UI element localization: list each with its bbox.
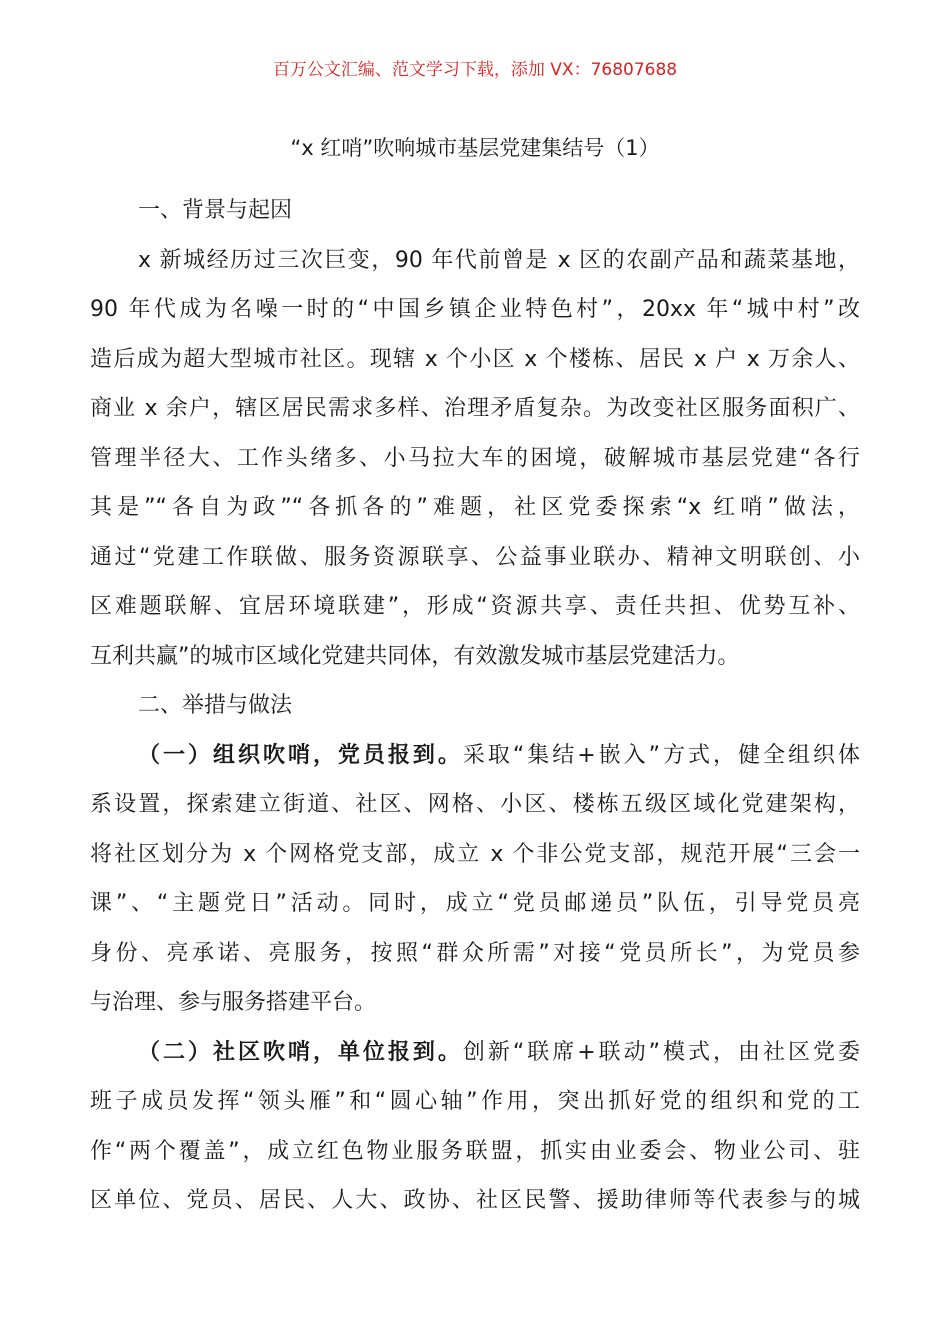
- paragraph-line: 造后成为超大型城市社区。现辖 x 个小区 x 个楼栋、居民 x 户 x 万余人、: [90, 346, 860, 372]
- paragraph-line: [90, 1028, 860, 1078]
- paragraph-text: 创新“联席+联动”模式，由社区党委: [462, 1039, 860, 1065]
- paragraph-line: 系设置，探索建立街道、社区、网格、小区、楼栋五级区域化党建架构，: [90, 792, 860, 817]
- paragraph-line: 互利共赢”的城市区域化党建共同体，有效激发城市基层党建活力。: [90, 643, 740, 669]
- section-heading-background: 一、背景与起因: [138, 198, 293, 223]
- paragraph-line: 区单位、党员、居民、人大、政协、社区民警、援助律师等代表参与的城: [90, 1188, 860, 1213]
- paragraph-organization-whistle: [90, 731, 860, 1028]
- paragraph-line: x 新城经历过三次巨变，90 年代前曾是 x 区的农副产品和蔬菜基地，: [138, 247, 860, 273]
- paragraph-line: [90, 731, 860, 781]
- watermark-banner: 百万公文汇编、范文学习下载，添加 VX：76807688: [272, 60, 678, 80]
- paragraph-line: 90 年代成为名噪一时的“中国乡镇企业特色村”，20xx 年“城中村”改: [90, 297, 860, 322]
- paragraph-line: 管理半径大、工作头绪多、小马拉大车的困境，破解城市基层党建“各行: [90, 445, 860, 471]
- paragraph-community-whistle: [90, 1028, 860, 1226]
- paragraph-line: 其是”“各自为政”“各抓各的”难题，社区党委探索“x 红哨”做法，: [90, 495, 860, 520]
- paragraph-line: 身份、亮承诺、亮服务，按照“群众所需”对接“党员所长”，为党员参: [90, 940, 860, 966]
- paragraph-line: 与治理、参与服务搭建平台。: [90, 990, 377, 1015]
- section-heading-measures: 二、举措与做法: [138, 693, 293, 718]
- paragraph-line: 通过“党建工作联做、服务资源联享、公益事业联办、精神文明联创、小: [90, 544, 860, 570]
- document-title: “x 红哨”吹响城市基层党建集结号（1）: [290, 136, 660, 160]
- paragraph-line: 将社区划分为 x 个网格党支部，成立 x 个非公党支部，规范开展“三会一: [90, 841, 860, 867]
- paragraph-background: [90, 236, 860, 682]
- paragraph-line: 作“两个覆盖”，成立红色物业服务联盟，抓实由业委会、物业公司、驻: [90, 1138, 860, 1164]
- paragraph-line: 商业 x 余户，辖区居民需求多样、治理矛盾复杂。为改变社区服务面积广、: [90, 396, 860, 421]
- subheading-bold: （二）社区吹哨，单位报到。: [138, 1039, 463, 1065]
- subheading-bold: （一）组织吹哨，党员报到。: [138, 742, 463, 768]
- document-body: [90, 186, 860, 1226]
- paragraph-text: 采取“集结+嵌入”方式，健全组织体: [462, 742, 860, 768]
- paragraph-line: 班子成员发挥“领头雁”和“圆心轴”作用，突出抓好党的组织和党的工: [90, 1089, 860, 1114]
- paragraph-line: 区难题联解、宜居环境联建”，形成“资源共享、责任共担、优势互补、: [90, 594, 860, 619]
- paragraph-line: 课”、“主题党日”活动。同时，成立“党员邮递员”队伍，引导党员亮: [90, 891, 860, 916]
